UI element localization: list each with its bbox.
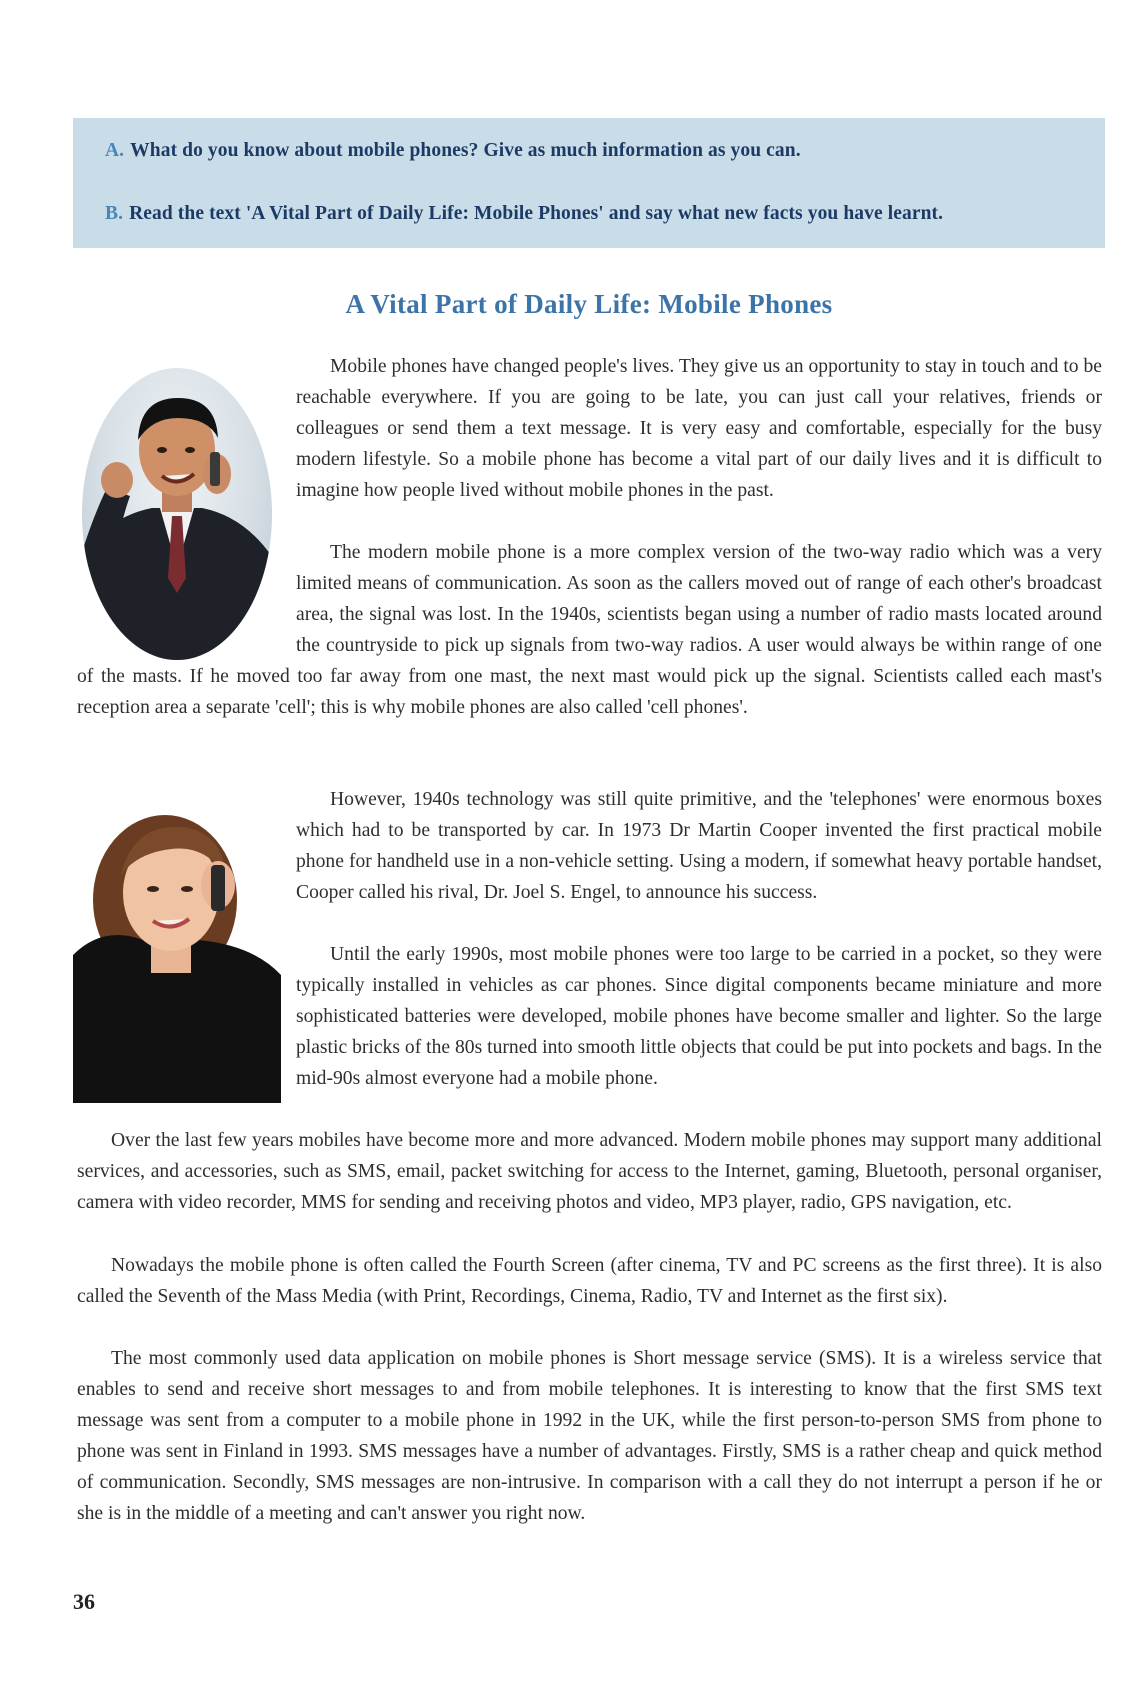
paragraph-2-wide-part: of the masts. If he moved too far away from one mast, the next mast would pick up the signal. Scientists called each mast's reception area a separate 'cell'; this is why mobile phones are also called 'cell phones'. — [77, 666, 1102, 718]
paragraph-7: The most commonly used data application on mobile phones is Short message service (SMS). It is a wireless service that enables to send and receive short messages to and from mobile telephones. It is interesting to know that the first SMS text message was sent from a computer to a mobile phone in 1992 in the UK, while the first person-to-person SMS from phone to phone was sent in Finland in 1993. SMS messages have a number of advantages. Firstly, SMS is a rather cheap and quick method of communication. Secondly, SMS messages are non-intrusive. In comparison with a call they do not interrupt a person if he or she is in the middle of a meeting and can't answer you right now. — [77, 1348, 1102, 1524]
task-a — [105, 140, 801, 162]
businessman-illustration — [82, 368, 272, 660]
paragraph-1: Mobile phones have changed people's lives. They give us an opportunity to stay in touch and to be reachable everywhere. If you are going to be late, you can just call your relatives, friends or colleagues or send them a text message. It is very easy and comfortable, especially for the busy modern lifestyle. So a mobile phone has become a vital part of our daily lives and it is difficult to imagine how people lived without mobile phones in the past. — [296, 356, 1102, 501]
paragraph-6: Nowadays the mobile phone is often called the Fourth Screen (after cinema, TV and PC screens as the first three). It is also called the Seventh of the Mass Media (with Print, Recordings, Cinema, Radio, TV and Internet as the first six). — [77, 1255, 1102, 1307]
woman-phone-photo — [73, 805, 281, 1103]
task-a-letter: A. — [105, 140, 125, 161]
task-b — [105, 203, 943, 225]
page-number: 36 — [73, 1589, 95, 1614]
task-b-text: Read the text 'A Vital Part of Daily Life: Mobile Phones' and say what new facts you have learnt. — [129, 203, 944, 224]
task-a-text: What do you know about mobile phones? Give as much information as you can. — [130, 140, 801, 161]
paragraph-4: Until the early 1990s, most mobile phones were too large to be carried in a pocket, so they were typically installed in vehicles as car phones. Since digital components became miniature and more sophisticated batteries were developed, mobile phones have become smaller and lighter. So the large plastic bricks of the 80s turned into smooth little objects that could be put into pockets and bags. In the mid-90s almost everyone had a mobile phone. — [296, 944, 1102, 1089]
task-box — [73, 118, 1105, 248]
task-b-letter: B. — [105, 203, 124, 224]
paragraph-2-narrow-part: The modern mobile phone is a more complex version of the two-way radio which was a very limited means of communication. As soon as the callers moved out of range of each other's broadcast area, the signal was lost. In the 1940s, scientists began using a number of radio masts located around the countryside to pick up signals from two-way radios. A user would always be within range of one — [296, 542, 1102, 656]
article-title: A Vital Part of Daily Life: Mobile Phones — [345, 289, 833, 319]
paragraph-2 — [77, 537, 1102, 723]
paragraph-5: Over the last few years mobiles have become more and more advanced. Modern mobile phones may support many additional services, and accessories, such as SMS, email, packet switching for access to the Internet, gaming, Bluetooth, personal organiser, camera with video recorder, MMS for sending and receiving photos and video, MP3 player, radio, GPS navigation, etc. — [77, 1130, 1102, 1213]
businessman-phone-photo — [82, 368, 272, 660]
woman-illustration — [73, 805, 281, 1103]
paragraph-3: However, 1940s technology was still quite primitive, and the 'telephones' were enormous boxes which had to be transported by car. In 1973 Dr Martin Cooper invented the first practical mobile phone for handheld use in a non-vehicle setting. Using a modern, if somewhat heavy portable handset, Cooper called his rival, Dr. Joel S. Engel, to announce his success. — [296, 789, 1102, 903]
